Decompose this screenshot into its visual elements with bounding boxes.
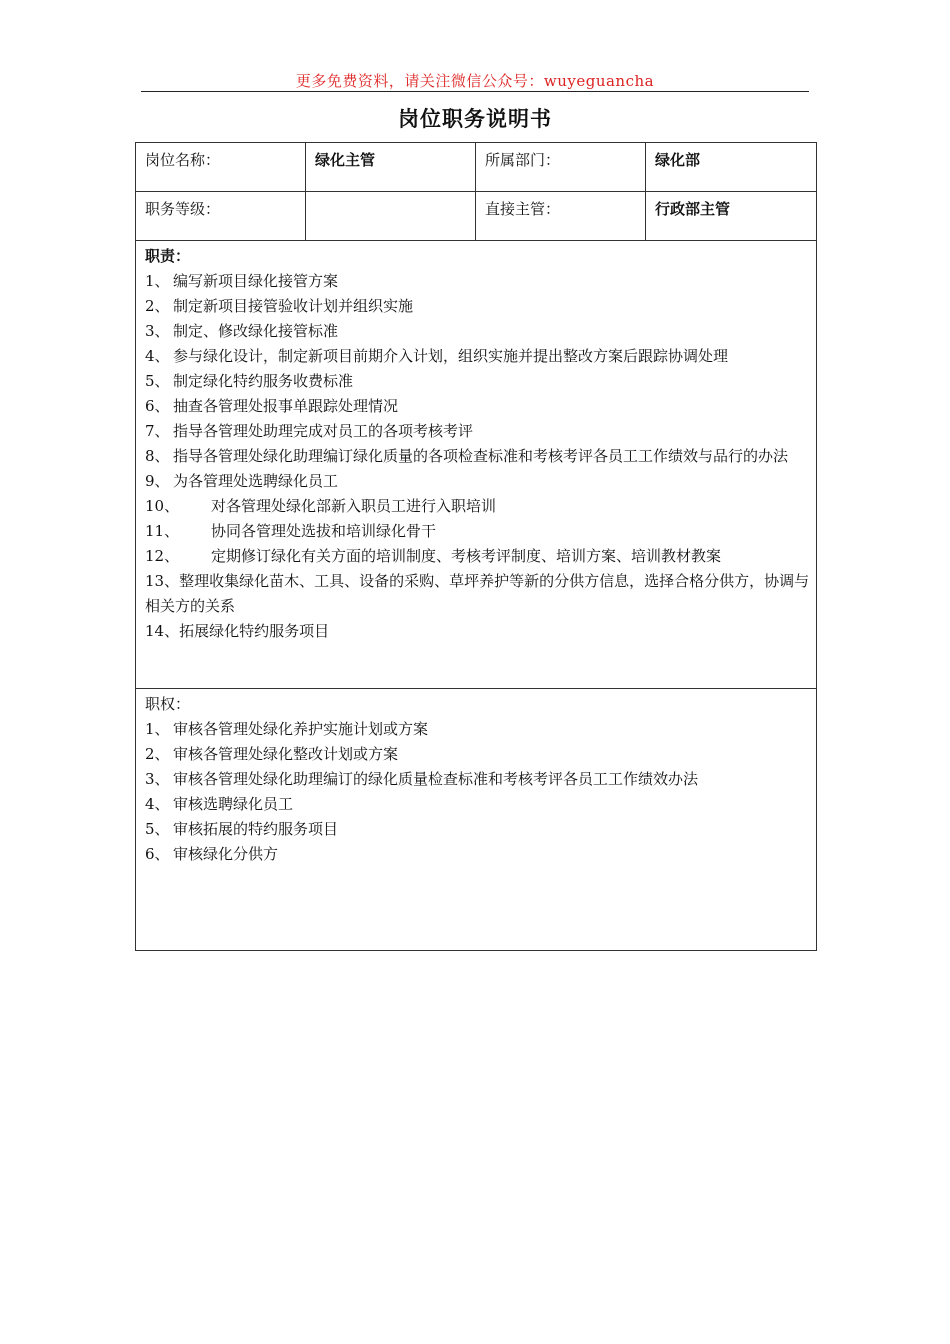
duty-item <box>145 394 816 419</box>
supervisor-label: 直接主管： <box>485 200 561 218</box>
authority-number: 4、 <box>145 795 170 813</box>
authority-number: 5、 <box>145 820 170 838</box>
duty-text: 制定绿化特约服务收费标准 <box>173 372 354 390</box>
duty-text: 定期修订绿化有关方面的培训制度、考核考评制度、培训方案、培训教材教案 <box>211 547 722 565</box>
authority-text: 审核各管理处绿化整改计划或方案 <box>173 745 399 763</box>
duty-number: 5、 <box>145 372 170 390</box>
duty-item <box>145 294 816 319</box>
department-label-cell <box>476 143 646 192</box>
authority-item <box>145 767 816 792</box>
duty-text: 整理收集绿化苗木、工具、设备的采购、草坪养护等新的分供方信息，选择合格分供方，协调与相关方的关系 <box>145 572 810 615</box>
duty-text: 抽查各管理处报事单跟踪处理情况 <box>173 397 399 415</box>
duty-text: 拓展绿化特约服务项目 <box>179 622 330 640</box>
duty-item <box>145 419 816 444</box>
authority-list <box>145 717 816 867</box>
authority-text: 审核各管理处绿化助理编订的绿化质量检查标准和考核考评各员工工作绩效办法 <box>173 770 699 788</box>
department-value-cell <box>646 143 817 192</box>
position-name-value-cell <box>306 143 476 192</box>
duty-item <box>145 269 816 294</box>
job-description-table <box>135 142 817 951</box>
position-name-label-cell <box>136 143 306 192</box>
duty-number: 13、 <box>145 572 180 590</box>
authority-text: 审核绿化分供方 <box>173 845 279 863</box>
department-label: 所属部门： <box>485 151 561 169</box>
duty-item <box>145 519 816 544</box>
authority-number: 1、 <box>145 720 170 738</box>
duty-text: 为各管理处选聘绿化员工 <box>173 472 339 490</box>
header-divider <box>141 91 809 92</box>
duty-number: 9、 <box>145 472 170 490</box>
duty-text: 协同各管理处选拔和培训绿化骨干 <box>211 522 437 540</box>
authority-number: 3、 <box>145 770 170 788</box>
grade-value-cell <box>306 192 476 241</box>
duty-item <box>145 469 816 494</box>
grade-value <box>306 192 475 198</box>
duty-text: 制定、修改绿化接管标准 <box>173 322 339 340</box>
duty-text: 指导各管理处助理完成对员工的各项考核考评 <box>173 422 474 440</box>
grade-label: 职务等级： <box>145 200 221 218</box>
duty-number: 2、 <box>145 297 170 315</box>
department-value: 绿化部 <box>655 151 701 169</box>
authority-item <box>145 742 816 767</box>
duty-text: 对各管理处绿化部新入职员工进行入职培训 <box>211 497 497 515</box>
duty-item <box>145 619 816 644</box>
supervisor-value-cell <box>646 192 817 241</box>
authority-text: 审核各管理处绿化养护实施计划或方案 <box>173 720 429 738</box>
header-note: 更多免费资料，请关注微信公众号：wuyeguancha <box>295 72 655 90</box>
position-name-value: 绿化主管 <box>315 151 376 169</box>
duty-number: 4、 <box>145 347 170 365</box>
duty-number: 12、 <box>145 547 180 565</box>
duties-section <box>136 241 817 689</box>
authority-number: 2、 <box>145 745 170 763</box>
duty-number: 3、 <box>145 322 170 340</box>
duty-text: 编写新项目绿化接管方案 <box>173 272 339 290</box>
authority-text: 审核选聘绿化员工 <box>173 795 294 813</box>
duty-number: 11、 <box>145 522 180 540</box>
duty-item <box>145 319 816 344</box>
duty-text: 制定新项目接管验收计划并组织实施 <box>173 297 414 315</box>
duty-number: 14、 <box>145 622 180 640</box>
grade-label-cell <box>136 192 306 241</box>
duty-number: 8、 <box>145 447 170 465</box>
authority-heading: 职权： <box>145 695 191 713</box>
authority-item <box>145 792 816 817</box>
duty-item <box>145 569 816 619</box>
duty-item <box>145 369 816 394</box>
duties-list <box>145 269 816 644</box>
duty-item <box>145 344 816 369</box>
authority-item <box>145 842 816 867</box>
duty-number: 10、 <box>145 497 180 515</box>
duty-item <box>145 494 816 519</box>
authority-number: 6、 <box>145 845 170 863</box>
duty-text: 指导各管理处绿化助理编订绿化质量的各项检查标准和考核考评各员工工作绩效与品行的办法 <box>173 447 789 465</box>
duty-text: 参与绿化设计，制定新项目前期介入计划，组织实施并提出整改方案后跟踪协调处理 <box>173 347 729 365</box>
authority-section <box>136 689 817 951</box>
document-title: 岗位职务说明书 <box>398 106 552 131</box>
duties-heading: 职责： <box>145 247 191 265</box>
authority-item <box>145 817 816 842</box>
supervisor-label-cell <box>476 192 646 241</box>
duty-number: 1、 <box>145 272 170 290</box>
position-name-label: 岗位名称： <box>145 151 221 169</box>
duty-number: 6、 <box>145 397 170 415</box>
duty-item <box>145 444 816 469</box>
supervisor-value: 行政部主管 <box>655 200 731 218</box>
authority-text: 审核拓展的特约服务项目 <box>173 820 339 838</box>
duty-item <box>145 544 816 569</box>
duty-number: 7、 <box>145 422 170 440</box>
authority-item <box>145 717 816 742</box>
